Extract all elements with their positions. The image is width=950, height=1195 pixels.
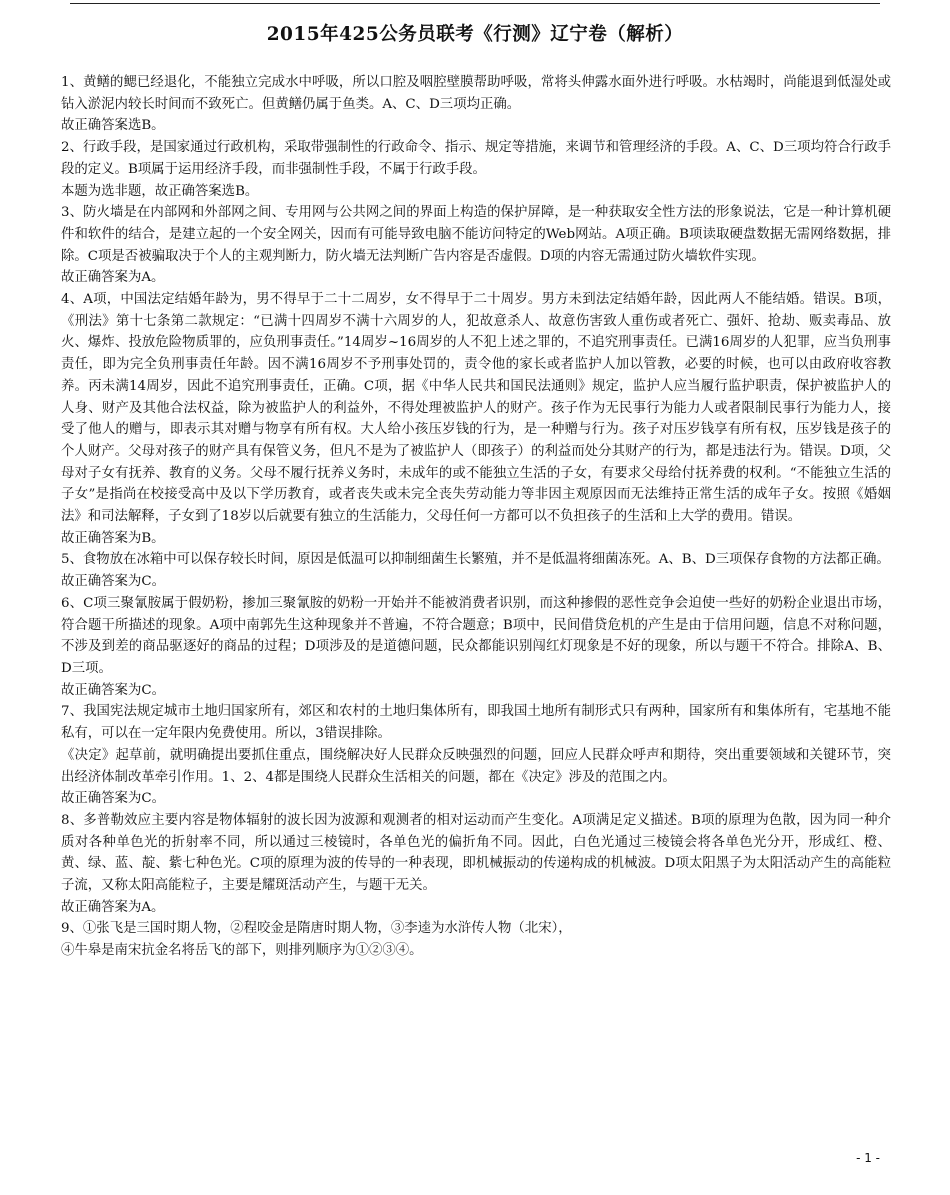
- paragraph: 故正确答案为C。: [61, 791, 165, 807]
- paragraph: 8、多普勒效应主要内容是物体辐射的波长因为波源和观测者的相对运动而产生变化。A项满足定义描述。B项的原理为色散，因为同一种介质对各种单色光的折射率不同，所以通过三棱镜时，各单色光的偏折角不同。因此，白色光通过三棱镜会将各单色光分开，形成红、橙、黄、绿、蓝、靛、紫七种色光。C项的原理为波的传导的一种表现，即机械振动的传递构成的机械波。D项太阳黑子为太阳活动产生的高能粒子流，又称太阳高能粒子，主要是耀斑活动产生，与题干无关。: [61, 812, 891, 894]
- paragraph: 故正确答案为A。: [61, 899, 165, 915]
- paragraph: 2、行政手段，是国家通过行政机构，采取带强制性的行政命令、指示、规定等措施，来调节和管理经济的手段。A、C、D三项均符合行政手段的定义。B项属于运用经济手段，而非强制性手段，不属于行政手段。: [61, 140, 891, 177]
- header-rule: [70, 3, 880, 4]
- paragraph: 3、防火墙是在内部网和外部网之间、专用网与公共网之间的界面上构造的保护屏障，是一种获取安全性方法的形象说法，它是一种计算机硬件和软件的结合，是建立起的一个安全网关，因而有可能导致电脑不能访问特定的Web网站。A项正确。B项读取硬盘数据无需网络数据，排除。C项是否被骗取决于个人的主观判断力，防火墙无法判断广告内容是否虚假。D项的内容无需通过防火墙软件实现。: [61, 205, 891, 264]
- paragraph: 故正确答案为C。: [61, 574, 165, 590]
- page-title: 2015年425公务员联考《行测》辽宁卷（解析）: [266, 24, 684, 45]
- paragraph: 本题为选非题，故正确答案选B。: [61, 183, 259, 199]
- paragraph: 故正确答案为A。: [61, 270, 165, 286]
- paragraph: ④牛皋是南宋抗金名将岳飞的部下，则排列顺序为①②③④。: [61, 943, 423, 959]
- paragraph: 故正确答案为B。: [61, 530, 165, 546]
- paragraph: 4、A项，中国法定结婚年龄为，男不得早于二十二周岁，女不得早于二十周岁。男方未到法定结婚年龄，因此两人不能结婚。错误。B项，《刑法》第十七条第二款规定：“已满十四周岁不满十六周岁的人，犯故意杀人、故意伤害致人重伤或者死亡、强奸、抢劫、贩卖毒品、放火、爆炸、投放危险物质罪的，应负刑事责任。”14周岁~16周岁的人不犯上述之罪的，不追究刑事责任。已满16周岁的人犯罪，应当负刑事责任，即为完全负刑事责任年龄。因不满16周岁不予刑事处罚的，责令他的家长或者监护人加以管教，必要的时候，也可以由政府收容教养。丙未满14周岁，因此不追究刑事责任，正确。C项，据《中华人民共和国民法通则》规定，监护人应当履行监护职责，保护被监护人的人身、财产及其他合法权益，除为被监护人的利益外，不得处理被监护人的财产。孩子作为无民事行为能力人或者限制民事行为能力人，接受了他人的赠与，即表示其对赠与物享有所有权。大人给小孩压岁钱的行为，是一种赠与行为。孩子对压岁钱享有所有权，压岁钱是孩子的个人财产。父母对孩子的财产具有保管义务，但凡不是为了被监护人（即孩子）的利益而处分其财产的行为，都是违法行为。错误。D项，父母对子女有抚养、教育的义务。父母不履行抚养义务时，未成年的或不能独立生活的子女，有要求父母给付抚养费的权利。“不能独立生活的子女”是指尚在校接受高中及以下学历教育，或者丧失或未完全丧失劳动能力等非因主观原因而无法维持正常生活的成年子女。按照《婚姻法》和司法解释，子女到了18岁以后就要有独立的生活能力，父母任何一方都可以不负担孩子的生活和上大学的费用。错误。: [61, 292, 891, 525]
- paragraph: 故正确答案为C。: [61, 682, 165, 698]
- paragraph: 6、C项三聚氰胺属于假奶粉，掺加三聚氰胺的奶粉一开始并不能被消费者识别，而这种掺假的恶性竞争会迫使一些好的奶粉企业退出市场，符合题干所描述的现象。A项中南郭先生这种现象并不普遍，不符合题意；B项中，民间借贷危机的产生是由于信用问题，信息不对称问题，不涉及到差的商品驱逐好的商品的过程；D项涉及的是道德问题，民众都能识别闯红灯现象是不好的现象，所以与题干不符合。排除A、B、D三项。: [61, 595, 891, 676]
- paragraph: 7、我国宪法规定城市土地归国家所有，郊区和农村的土地归集体所有，即我国土地所有制形式只有两种，国家所有和集体所有，宅基地不能私有，可以在一定年限内免费使用。所以，3错误排除。: [61, 704, 891, 742]
- paragraph: 故正确答案选B。: [61, 118, 165, 134]
- page-number: - 1 -: [856, 1151, 880, 1165]
- paragraph: 9、①张飞是三国时期人物，②程咬金是隋唐时期人物，③李逵为水浒传人物（北宋），: [61, 921, 572, 937]
- paragraph: 1、黄鳝的鳃已经退化，不能独立完成水中呼吸，所以口腔及咽腔壁膜帮助呼吸，常将头伸露水面外进行呼吸。水枯竭时，尚能退到低湿处或钻入淤泥内较长时间而不致死亡。但黄鳝仍属于鱼类。A、C、D三项均正确。: [61, 75, 891, 112]
- paragraph: 《决定》起草前，就明确提出要抓住重点，围绕解决好人民群众反映强烈的问题，回应人民群众呼声和期待，突出重要领域和关键环节，突出经济体制改革牵引作用。1、2、4都是围绕人民群众生活相关的问题，都在《决定》涉及的范围之内。: [61, 747, 891, 785]
- paragraph: 5、食物放在冰箱中可以保存较长时间，原因是低温可以抑制细菌生长繁殖，并不是低温将细菌冻死。A、B、D三项保存食物的方法都正确。: [61, 552, 890, 568]
- document-body: [61, 72, 891, 962]
